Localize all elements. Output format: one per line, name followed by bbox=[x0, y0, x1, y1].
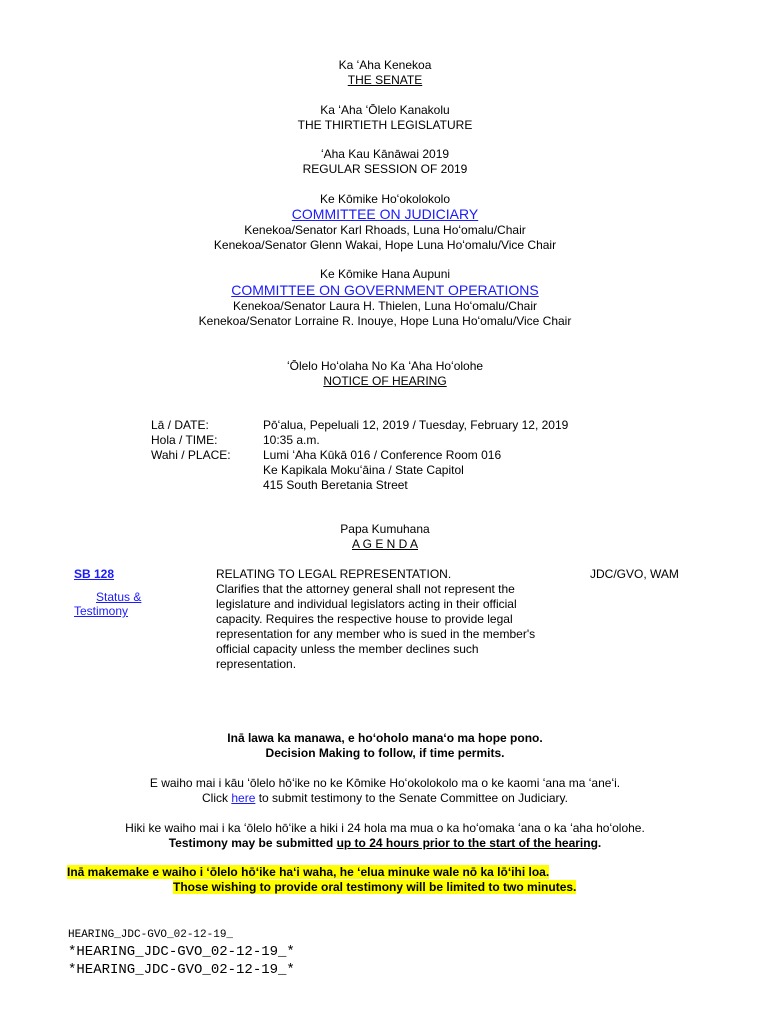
deadline-underlined: up to 24 hours prior to the start of the hearing bbox=[336, 836, 598, 850]
decision-english: Decision Making to follow, if time permits. bbox=[265, 746, 505, 760]
committee1-chair: Kenekoa/Senator Karl Rhoads, Luna Hoʻomalu/Chair bbox=[244, 223, 526, 237]
status-testimony-link-line2[interactable]: Testimony bbox=[74, 604, 129, 618]
legislature-title: THE THIRTIETH LEGISLATURE bbox=[297, 118, 473, 132]
bill-desc-line5: official capacity unless the member declines such bbox=[216, 642, 479, 656]
committee1-vice-chair: Kenekoa/Senator Glenn Wakai, Hope Luna Hoʻomalu/Vice Chair bbox=[213, 238, 557, 252]
bill-desc-line3: capacity. Requires the respective house to provide legal bbox=[216, 612, 513, 626]
committee1-hawaiian: Ke Kōmike Hoʻokolokolo bbox=[319, 192, 451, 206]
senate-title: THE SENATE bbox=[347, 73, 423, 87]
committee2-hawaiian: Ke Kōmike Hana Aupuni bbox=[319, 267, 451, 281]
place-label: Wahi / PLACE: bbox=[151, 448, 231, 462]
submit-rest-text: to submit testimony to the Senate Committee on Judiciary. bbox=[258, 791, 568, 805]
place-line1: Lumi ʻAha Kūkā 016 / Conference Room 016 bbox=[263, 448, 502, 462]
deadline-hawaiian: Hiki ke waiho mai i ka ʻōlelo hōʻike a hiki i 24 hola ma mua o ka hoʻomaka ʻana o ka ʻaha hoʻolohe. bbox=[125, 821, 645, 835]
deadline-prefix: Testimony may be submitted bbox=[168, 836, 334, 850]
time-value: 10:35 a.m. bbox=[263, 433, 320, 447]
agenda-title: A G E N D A bbox=[351, 537, 419, 551]
bill-desc-line4: representation for any member who is sued in the member's bbox=[216, 627, 536, 641]
place-line3: 415 South Beretania Street bbox=[263, 478, 408, 492]
committee2-chair: Kenekoa/Senator Laura H. Thielen, Luna Hoʻomalu/Chair bbox=[233, 299, 537, 313]
notice-title: NOTICE OF HEARING bbox=[323, 374, 447, 388]
submit-testimony-link[interactable]: here bbox=[231, 791, 256, 805]
committee-judiciary-link[interactable]: COMMITTEE ON JUDICIARY bbox=[291, 206, 479, 222]
senate-hawaiian: Ka ʻAha Kenekoa bbox=[338, 58, 432, 72]
committee2-vice-chair: Kenekoa/Senator Lorraine R. Inouye, Hope Luna Hoʻomalu/Vice Chair bbox=[198, 314, 572, 328]
oral-testimony-english: Those wishing to provide oral testimony will be limited to two minutes. bbox=[173, 880, 577, 894]
deadline-suffix: . bbox=[597, 836, 602, 850]
deadline-english bbox=[0, 836, 770, 851]
hearing-code-large-2: *HEARING_JDC-GVO_02-12-19_* bbox=[68, 962, 295, 978]
date-value: Pōʻalua, Pepeluali 12, 2019 / Tuesday, February 12, 2019 bbox=[263, 418, 569, 432]
bill-desc-line1: Clarifies that the attorney general shall not represent the bbox=[216, 582, 515, 596]
bill-desc-line6: representation. bbox=[216, 657, 297, 671]
bill-link[interactable]: SB 128 bbox=[74, 567, 115, 581]
decision-hawaiian: Inā lawa ka manawa, e hoʻoholo manaʻo ma hope pono. bbox=[227, 731, 543, 745]
session-title: REGULAR SESSION OF 2019 bbox=[302, 162, 468, 176]
status-testimony-link-line1[interactable]: Status & bbox=[96, 590, 142, 604]
submit-hawaiian: E waiho mai i kāu ʻōlelo hōʻike no ke Kōmike Hoʻokolokolo ma o ke kaomi ʻana ma ʻaneʻi. bbox=[149, 776, 621, 790]
date-label: Lā / DATE: bbox=[151, 418, 209, 432]
agenda-hawaiian: Papa Kumuhana bbox=[340, 522, 430, 536]
session-hawaiian: ʻAha Kau Kānāwai 2019 bbox=[320, 147, 450, 161]
bill-referral: JDC/GVO, WAM bbox=[590, 567, 679, 581]
hearing-code-large-1: *HEARING_JDC-GVO_02-12-19_* bbox=[68, 944, 295, 960]
time-label: Hola / TIME: bbox=[151, 433, 218, 447]
bill-title: RELATING TO LEGAL REPRESENTATION. bbox=[216, 567, 452, 581]
committee-government-operations-link[interactable]: COMMITTEE ON GOVERNMENT OPERATIONS bbox=[231, 282, 539, 298]
notice-hawaiian: ʻŌlelo Hoʻolaha No Ka ʻAha Hoʻolohe bbox=[286, 359, 484, 373]
hearing-code-small: HEARING_JDC-GVO_02-12-19_ bbox=[68, 929, 234, 941]
submit-click-text: Click bbox=[202, 791, 228, 805]
oral-testimony-hawaiian: Inā makemake e waiho i ʻōlelo hōʻike haʻi waha, he ʻelua minuke wale nō ka lōʻihi loa. bbox=[67, 865, 550, 879]
bill-desc-line2: legislature and individual legislators acting in their official bbox=[216, 597, 517, 611]
place-line2: Ke Kapikala Mokuʻāina / State Capitol bbox=[263, 463, 464, 477]
submit-english bbox=[0, 791, 770, 806]
legislature-hawaiian: Ka ʻAha ʻŌlelo Kanakolu bbox=[320, 103, 450, 117]
